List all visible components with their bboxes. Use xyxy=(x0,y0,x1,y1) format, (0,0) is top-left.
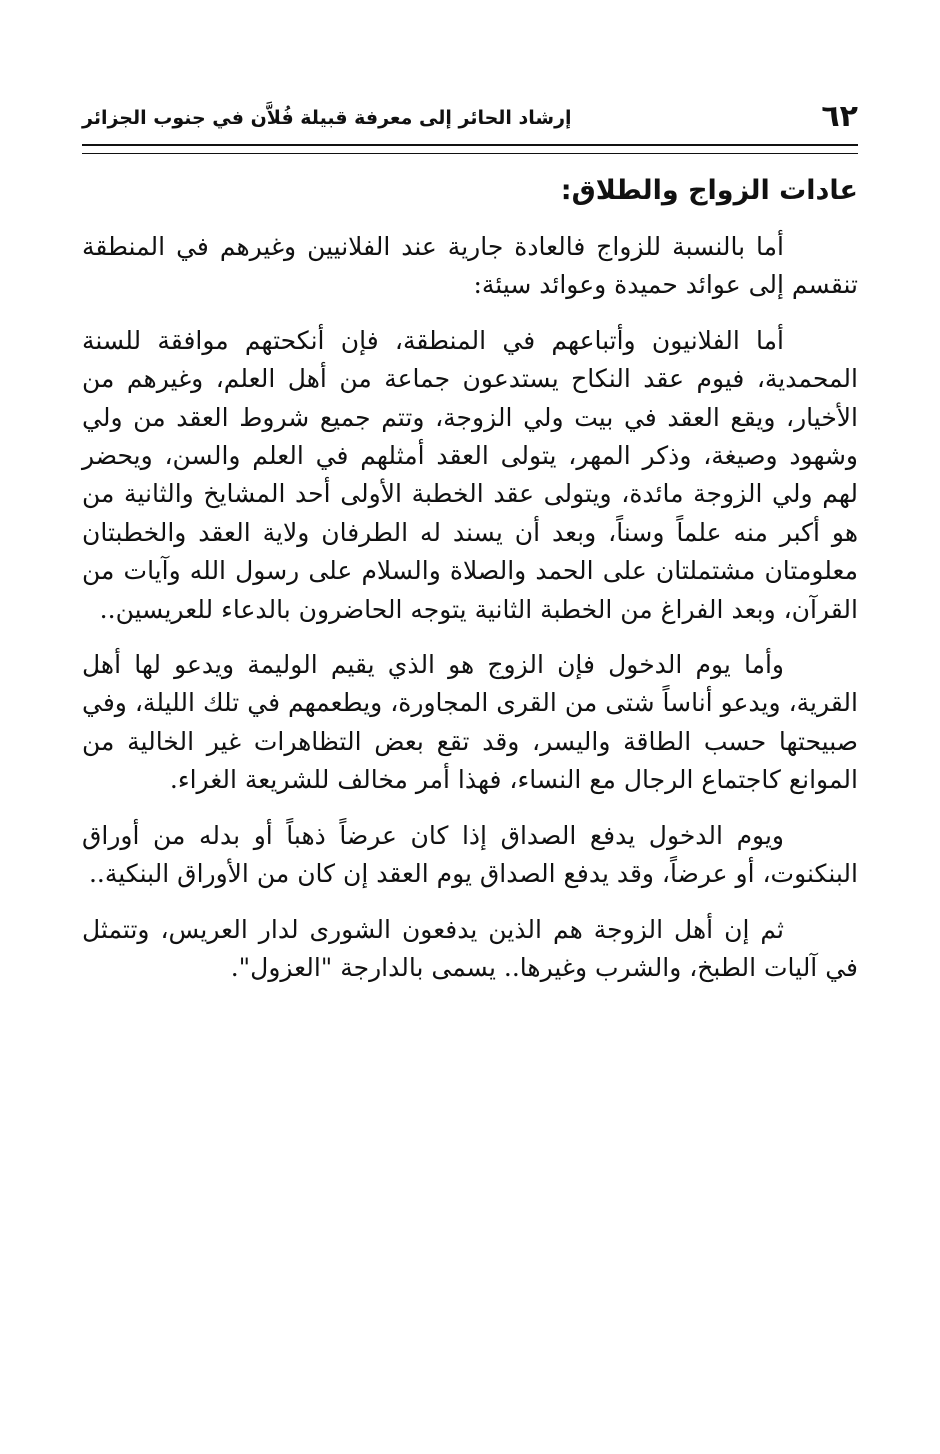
paragraph-marriage-intro: أما بالنسبة للزواج فالعادة جارية عند الفلانيين وغيرهم في المنطقة تنقسم إلى عوائد حميدة وعوائد سيئة: xyxy=(82,232,858,300)
header-double-rule xyxy=(82,144,858,154)
running-header xyxy=(82,92,858,146)
paragraph-wedding-day: وأما يوم الدخول فإن الزوج هو الذي يقيم الوليمة ويدعو لها أهل القرية، ويدعو أناساً شتى من القرى المجاورة، ويطعمهم في تلك الليلة، وفي صبيحتها حسب الطاقة واليسر، وقد تقع بعض التظاهرات غير الخالية من الموانع كاجتماع الرجال مع النساء، فهذا أمر مخالف للشريعة الغراء. xyxy=(82,650,858,795)
section-heading: عادات الزواج والطلاق: xyxy=(560,175,858,206)
paragraph-dowry: ويوم الدخول يدفع الصداق إذا كان عرضاً ذهباً أو بدله من أوراق البنكنوت، أو عرضاً، وقد يدفع الصداق يوم العقد إن كان من الأوراق البنكية.. xyxy=(82,820,858,889)
book-page xyxy=(82,92,858,1352)
paragraph-marriage-contract: أما الفلانيون وأتباعهم في المنطقة، فإن أنكحتهم موافقة للسنة المحمدية، فيوم عقد النكاح يستدعون جماعة من أهل العلم، وغيرهم من الأخيار، ويقع العقد في بيت ولي الزوجة، وتتم جميع شروط العقد من ولي وشهود وصيغة، وذكر المهر، يتولى العقد أمثلهم في العلم والسن، ويحضر لهم ولي الزوجة مائدة، ويتولى عقد الخطبة الأولى أحد المشايخ والثانية من هو أكبر منه علماً وسناً، وبعد أن يسند له الطرفان ولاية العقد والخطبتان معلومتان مشتملتان على الحمد والصلاة والسلام على رسول الله وآيات من القرآن، وبعد الفراغ من الخطبة الثانية يتوجه الحاضرون بالدعاء للعريسين.. xyxy=(82,325,858,624)
page-number: ٦٢ xyxy=(821,99,858,134)
body-text xyxy=(82,228,858,1004)
book-title: إرشاد الحائر إلى معرفة قبيلة فُلاَّن في جنوب الجزائر xyxy=(82,107,572,129)
paragraph-trousseau: ثم إن أهل الزوجة هم الذين يدفعون الشورى لدار العريس، وتتمثل في آليات الطبخ، والشرب وغيرها.. يسمى بالدارجة "العزول". xyxy=(82,914,858,982)
